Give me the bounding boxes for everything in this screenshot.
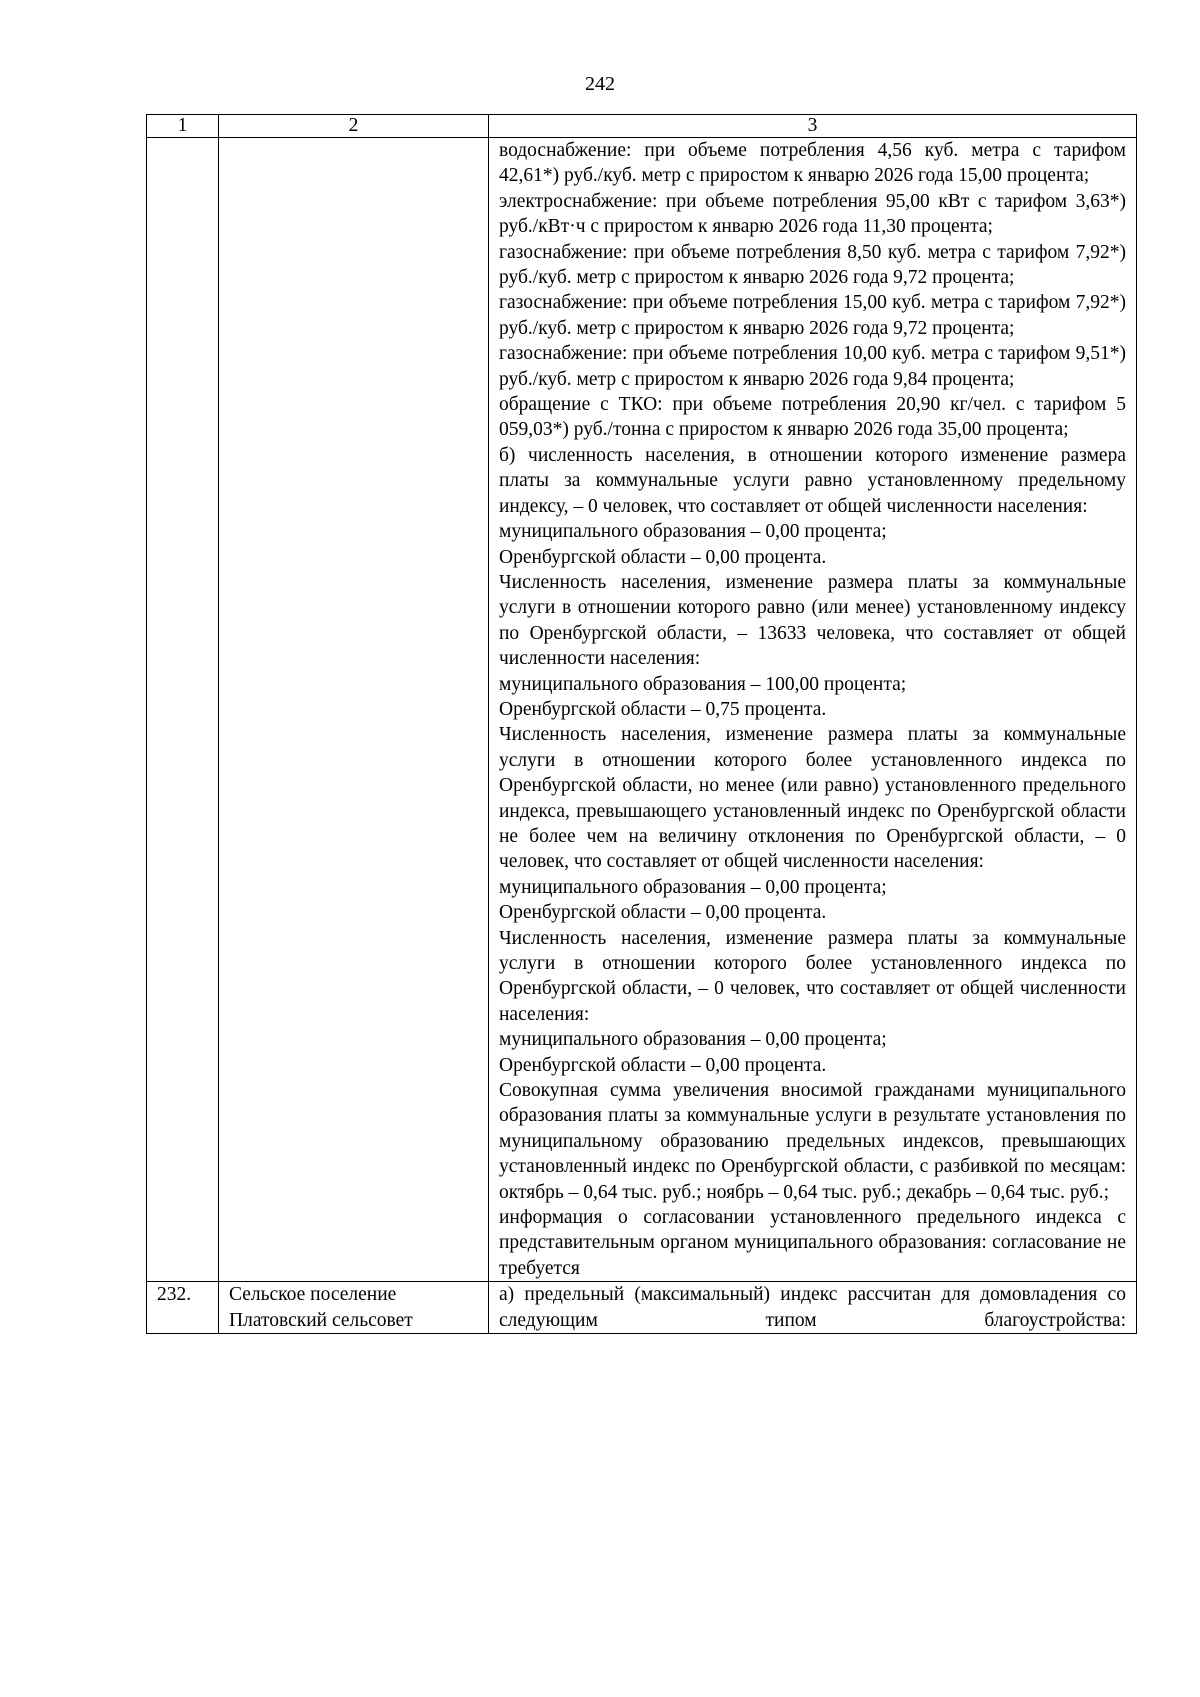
column-header-2: 2 xyxy=(219,115,489,138)
column-header-1: 1 xyxy=(147,115,219,138)
paragraph-population-more: Численность населения, изменение размера платы за коммунальные услуги в отношении которого более установленного индекса по Оренбургской области, – 0 человек, что составляет от общей численности населения: xyxy=(499,927,1126,1025)
paragraph-max-index: а) предельный (максимальный) индекс рассчитан для домовладения со следующим типом благоустройства: xyxy=(499,1284,1126,1331)
paragraph-gas-1: газоснабжение: при объеме потребления 8,50 куб. метра с тарифом 7,92*) руб./куб. метр с приростом к январю 2026 года 9,72 процента; xyxy=(499,241,1126,289)
paragraph-municipal-share: муниципального образования – 100,00 процента; xyxy=(499,673,907,695)
table-header-row xyxy=(147,115,1137,138)
row-number: 232. xyxy=(147,1282,219,1334)
settlement-name-line-1: Сельское поселение xyxy=(229,1284,397,1306)
paragraph-population-equal: б) численность населения, в отношении которого изменение размера платы за коммунальные услуги равно установленному предельному индексу, – 0 человек, что составляет от общей численности населения: xyxy=(499,444,1126,517)
paragraph-region-share: Оренбургской области – 0,00 процента. xyxy=(499,902,827,924)
settlement-name-cell xyxy=(219,138,489,1282)
index-description-cell xyxy=(489,138,1137,1282)
paragraph-municipal-share: муниципального образования – 0,00 процента; xyxy=(499,1029,887,1051)
paragraph-waste: обращение с ТКО: при объеме потребления 20,90 кг/чел. с тарифом 5 059,03*) руб./тонна с приростом к январю 2026 года 35,00 процента; xyxy=(499,394,1126,441)
paragraph-electricity: электроснабжение: при объеме потребления 95,00 кВт с тарифом 3,63*) руб./кВт·ч с приростом к январю 2026 года 11,30 процента; xyxy=(499,190,1126,238)
paragraph-total-increase: Совокупная сумма увеличения вносимой гражданами муниципального образования платы за коммунальные услуги в результате установления по муниципальному образованию предельных индексов, превышающих установленный индекс по Оренбургской области, с разбивкой по месяцам: октябрь – 0,64 тыс. руб.; ноябрь – 0,64 тыс. руб.; декабрь – 0,64 тыс. руб.; xyxy=(499,1080,1126,1203)
paragraph-gas-3: газоснабжение: при объеме потребления 10,00 куб. метра с тарифом 9,51*) руб./куб. метр с приростом к январю 2026 года 9,84 процента; xyxy=(499,343,1126,390)
paragraph-region-share: Оренбургской области – 0,00 процента. xyxy=(499,1054,827,1076)
paragraph-region-share: Оренбургской области – 0,00 процента. xyxy=(499,546,827,568)
paragraph-population-less: Численность населения, изменение размера платы за коммунальные услуги в отношении которого равно (или менее) установленному индексу по Оренбургской области, – 13633 человека, что составляет от общей численности населения: xyxy=(499,571,1126,670)
paragraph-population-within-deviation: Численность населения, изменение размера платы за коммунальные услуги в отношении которого более установленного индекса по Оренбургской области, но менее (или равно) установленного предельного индекса, превышающего установленный индекс по Оренбургской области не более чем на величину отклонения по Оренбургской области, – 0 человек, что составляет от общей численности населения: xyxy=(499,724,1126,873)
table-row-continuation xyxy=(147,138,1137,1282)
settlement-name xyxy=(219,1282,489,1334)
paragraph-region-share: Оренбургской области – 0,75 процента. xyxy=(499,698,827,720)
settlement-name-line-2: Платовский сельсовет xyxy=(229,1309,413,1331)
index-description-cell xyxy=(489,1282,1137,1334)
paragraph-water-supply: водоснабжение: при объеме потребления 4,56 куб. метра с тарифом 42,61*) руб./куб. метр с приростом к январю 2026 года 15,00 процента; xyxy=(499,140,1126,187)
table-row-232 xyxy=(147,1282,1137,1334)
paragraph-municipal-share: муниципального образования – 0,00 процента; xyxy=(499,521,887,543)
paragraph-approval-info: информация о согласовании установленного предельного индекса с представительным органом муниципального образования: согласование не требуется xyxy=(499,1207,1126,1279)
column-header-3: 3 xyxy=(489,115,1137,138)
paragraph-gas-2: газоснабжение: при объеме потребления 15,00 куб. метра с тарифом 7,92*) руб./куб. метр с приростом к январю 2026 года 9,72 процента; xyxy=(499,292,1126,339)
row-number-cell xyxy=(147,138,219,1282)
document-table xyxy=(146,114,1137,1334)
page-number: 242 xyxy=(585,73,615,95)
paragraph-municipal-share: муниципального образования – 0,00 процента; xyxy=(499,876,887,898)
